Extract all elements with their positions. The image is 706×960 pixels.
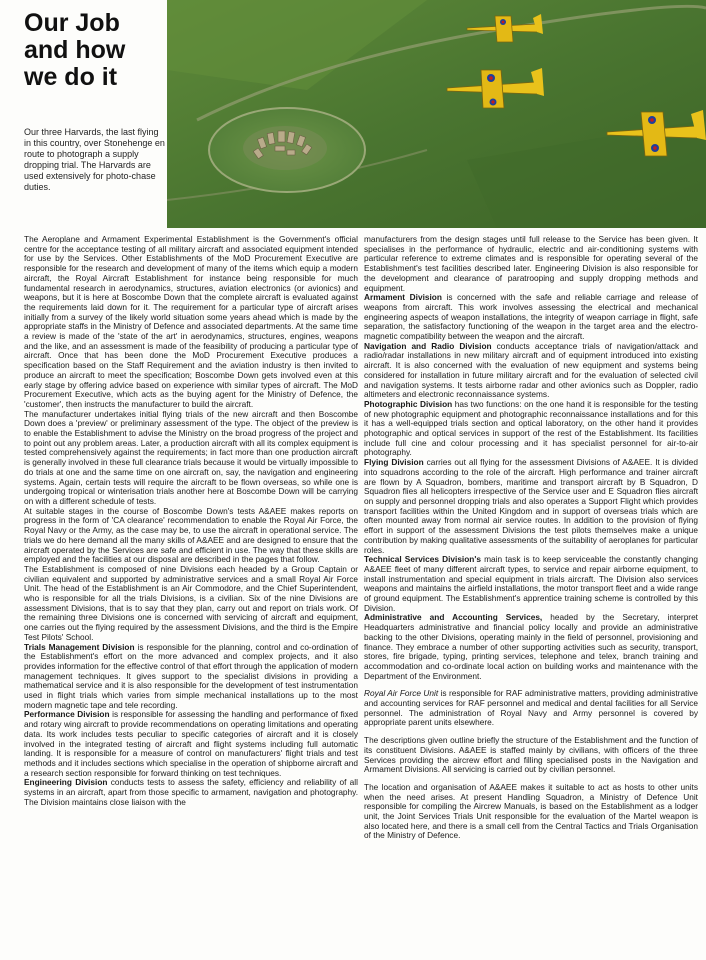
photo-illustration bbox=[167, 0, 706, 228]
paragraph-text: The Establishment is composed of nine Divisions each headed by a Group Captain or civilian equivalent and supported by administrative services and a small Royal Air Force Unit. The head of the Establishment is an Air Commodore, and the Chief Superintendent, who is responsible for all the trials Divisions, is a civilian. Six of the nine Divisions are assessment Divisions, that is to say that they plan, carry out and report on trials work. Of the remaining three Divisions one is concerned with servicing of aircraft and equipment, one carries out the flying required by the assessment Divisions, and the third is the Empire Test Pilots' School. bbox=[24, 563, 358, 642]
paragraph-text: conducts acceptance trials of navigation/attack and radio/radar installations in new military aircraft and of equipment introduced into existing aircraft. It is also concerned with the evaluation of new equipment and systems being considered for installation in future military aircraft and for the evaluation of selected civil and navigation systems. It tests airborne radar and other avionics such as Doppler, radio altimeters and electronic reconnaissance systems. bbox=[364, 340, 698, 400]
paragraph bbox=[364, 689, 698, 728]
paragraph-text: is responsible for the planning, control and co-ordination of the Establishment's effort on the more advanced and complex projects, and it also provides information for the effective control of that effort through the application of modern management techniques. It gives support to the specialist divisions in providing a mathematical service and it is also responsible for the development of test instrumentation used in flight trials which varies from simple mechanical installations up to the most modern magnetic tape and tele recording. bbox=[24, 641, 358, 710]
paragraph-text: The manufacturer undertakes initial flying trials of the new aircraft and then Boscombe Down does a 'preview' or preliminary assessment of the type. The object of the preview is to enable the Establishment to advise the Ministry on the broad progress of the project and to point out any problem areas. Later, a production aircraft with all its complex equipment is tested comprehensively against the requirements; in fact more than one production aircraft is generally involved in these full clearance trials because it would be virtually impossible to do trials at one and the same time on one aircraft on, say, the navigation and engineering systems. Again, certain tests will require the aircraft to be flown overseas, so while one is undergoing tropical or winterisation trials another here at Boscombe Down will be carrying on with a different schedule of tests. bbox=[24, 408, 358, 506]
paragraph bbox=[364, 235, 698, 293]
paragraph bbox=[364, 736, 698, 775]
division-heading: Performance Division bbox=[24, 709, 110, 720]
paragraph bbox=[364, 555, 698, 613]
paragraph bbox=[24, 507, 358, 565]
paragraph bbox=[24, 410, 358, 507]
paragraph-text: The descriptions given outline briefly the structure of the Establishment and the function of its constituent Divisions. A&AEE is staffed mainly by civilians, with officers of the three Services providing the aircrew effort and filling specialised posts in the Navigation and Armament Divisions. All servicing is carried out by civilian personnel. bbox=[364, 735, 698, 775]
paragraph-text: main task is to keep serviceable the constantly changing A&AEE fleet of many different aircraft types, to service and repair airborne equipment, to install instrumentation and special equipment in trials aircraft. The Division also services weapons and maintains the airfield installations, the motor transport fleet and a wide range of ground equipment. The Establishment's apprentice training scheme is controlled by this Division. bbox=[364, 554, 698, 613]
paragraph bbox=[24, 643, 358, 711]
photo-caption: Our three Harvards, the last flying in this country, over Stonehenge en route to photograph a supply dropping trial. The Harvards are used extensively for photo-chase duties. bbox=[24, 127, 165, 192]
paragraph-text: The Aeroplane and Armament Experimental Establishment is the Government's official centre for the acceptance testing of all military aircraft and associated equipment intended for use by the Services. Other Establishments of the MoD Procurement Executive are responsible for the research and development of many of the items which equip a modern aircraft, the Royal Aircraft Establishment for instance being responsible for much fundamental research in aerodynamics, structures, aviation electronics (or avionics) and weapons, but it is here at Boscombe Down that the complete aircraft is evaluated against the requirements laid down for it. The requirement for a particular type of aircraft arises initially from a survey of the likely world situation some years ahead which is made by the appropriate staffs in the Ministry of Defence and associated departments. At the same time a review is made of the 'state of the art' in aerodynamics, structures, engines, weapons and the like, and an assessment is made of the feasibility of producing a particular type of aircraft. Once that has been done the MoD Procurement Executive produces a specification based on the Staff Requirement and the aviation industry is then invited to produce an aircraft to meet the specification; Boscombe Down gets involved even at this early stage by offering advice based on experience with similar types of aircraft. The MoD Procurement Executive, which acts as the buying agent for the Ministry of Defence, the 'customer', then instructs the manufacturer to build the aircraft. bbox=[24, 234, 358, 409]
division-heading: Trials Management Division bbox=[24, 641, 135, 652]
paragraph bbox=[364, 783, 698, 841]
paragraph-text: headed by the Secretary, interpret Headquarters administrative and financial policy locally and provide an administrative backing to the other Divisions, operating mainly in the field of personnel, provisioning and finance. They embrace a number of other supporting activities such as security, transport, stores, fire brigade, typing, printing services, telephone and telex, branch training and accommodation and co-ordinate local action on building works and maintenance with the Department of the Environment. bbox=[364, 612, 698, 681]
paragraph-text: has two functions: on the one hand it is responsible for the testing of new photographic equipment and photographic reconnaissance installations and for this it has a well-equipped trials section and optical laboratory, on the other hand it provides photographic and optical services in support of the rest of the Establishment. Its facilities include full cine and colour processing and it has specialist personnel for air-to-air photography. bbox=[364, 398, 699, 458]
aerial-photograph bbox=[167, 0, 706, 228]
body-text bbox=[24, 235, 702, 950]
paragraph bbox=[24, 565, 358, 643]
paragraph-text: conducts tests to assess the safety, efficiency and reliability of all systems in an aircraft, apart from those specific to armament, navigation and photography. The Division maintains close liaison with the bbox=[24, 777, 358, 807]
paragraph bbox=[364, 293, 698, 342]
division-heading: Administrative and Accounting Services, bbox=[364, 612, 543, 623]
division-heading: Technical Services Division's bbox=[364, 554, 481, 565]
text-column-right bbox=[364, 235, 698, 841]
division-heading: Photographic Division bbox=[364, 398, 453, 409]
paragraph bbox=[364, 400, 698, 458]
paragraph-text: At suitable stages in the course of Boscombe Down's tests A&AEE makes reports on progress in the form of 'CA clearance' recommendation to enable the Royal Air Force, the Royal Navy or the Army, as the case may be, to use the aircraft in operational service. The trials we do here demand all the many skills of A&AEE and are designed to ensure that the aircraft operated by the Services are safe and efficient in use. The way that these skills are employed and the facilities at our disposal are described in the pages that follow. bbox=[24, 505, 358, 565]
paragraph-text: The location and organisation of A&AEE makes it suitable to act as hosts to other units when the need arises. At present Handling Squadron, a Ministry of Defence Unit responsible for compiling the Aircrew Manuals, is based on the Establishment as a lodger unit, the Joint Services Trials Unit responsible for the evaluation of the Martel weapon is also located here, and there is a small cell from the Central Tactics and Trials Organisation of the Ministry of Defence. bbox=[364, 781, 698, 841]
division-heading: Navigation and Radio Division bbox=[364, 340, 492, 351]
paragraph bbox=[24, 235, 358, 410]
paragraph bbox=[364, 458, 698, 555]
division-heading: Flying Division bbox=[364, 457, 424, 468]
paragraph bbox=[364, 342, 698, 400]
unit-heading: Royal Air Force Unit bbox=[364, 688, 439, 699]
paragraph bbox=[364, 613, 698, 681]
page-title: Our Job and how we do it bbox=[24, 9, 126, 91]
paragraph bbox=[24, 710, 358, 778]
paragraph-text: manufacturers from the design stages until full release to the Service has been given. It specialises in the performance of hydraulic, electric and air-conditioning systems with particular reference to extreme climates and is responsible for operating several of the Establishment's test facilities described later. Engineering Division is also responsible for the development and clearance of paratrooping and supply dropping methods and equipment. bbox=[364, 234, 698, 293]
division-heading: Armament Division bbox=[364, 292, 442, 303]
paragraph-text: is concerned with the safe and reliable carriage and release of weapons from aircraft. This work involves assessing the electrical and mechanical engineering aspects of weapon installations, the integrity of weapon carriage in flight, safe separation, the satisfactory functioning of the weapon in the target area and the electro-magnetic compatibility between the weapon and the aircraft. bbox=[364, 292, 698, 342]
paragraph-text: carries out all flying for the assessment Divisions of A&AEE. It is divided into squadrons according to the role of the aircraft. High performance and trainer aircraft are flown by A Squadron, bombers, maritime and transport aircraft by B Squadron, D Squadron flies all helicopters irrespective of the Service user and E Squadron flies aircraft on supply and personnel dropping trials and also operates a Support Flight which provides transport facilities within the United Kingdom and in support of overseas trials which are often mounted away from normal air service routes. In addition to the provision of flying effort in support of the assessment Divisions the test pilots themselves make a unique contribution by making qualitative assessments of the suitability of aeroplanes for particular roles. bbox=[364, 457, 699, 555]
paragraph-text: is responsible for assessing the handling and performance of fixed and rotary wing aircraft to provide recommendations on operating limitations and operating data. Its work includes tests peculiar to specific categories of aircraft and it is closely involved in the integrated testing of aircraft and flight systems including full automatic landing. It is responsible for a measure of control on manufacturers' flight trials and test methods and it includes sections which specialise in the operation of shipborne aircraft and a research section responsible for forward thinking on test techniques. bbox=[24, 709, 358, 778]
division-heading: Engineering Division bbox=[24, 777, 108, 788]
paragraph bbox=[24, 778, 358, 807]
paragraph-text: is responsible for RAF administrative matters, providing administrative and accounting services for RAF personnel and medical and dental facilities for all Service personnel. The administration of Royal Navy and Army personnel is covered by appropriate parent units elsewhere. bbox=[364, 688, 698, 728]
intro-panel bbox=[0, 0, 168, 228]
text-column-left bbox=[24, 235, 358, 807]
